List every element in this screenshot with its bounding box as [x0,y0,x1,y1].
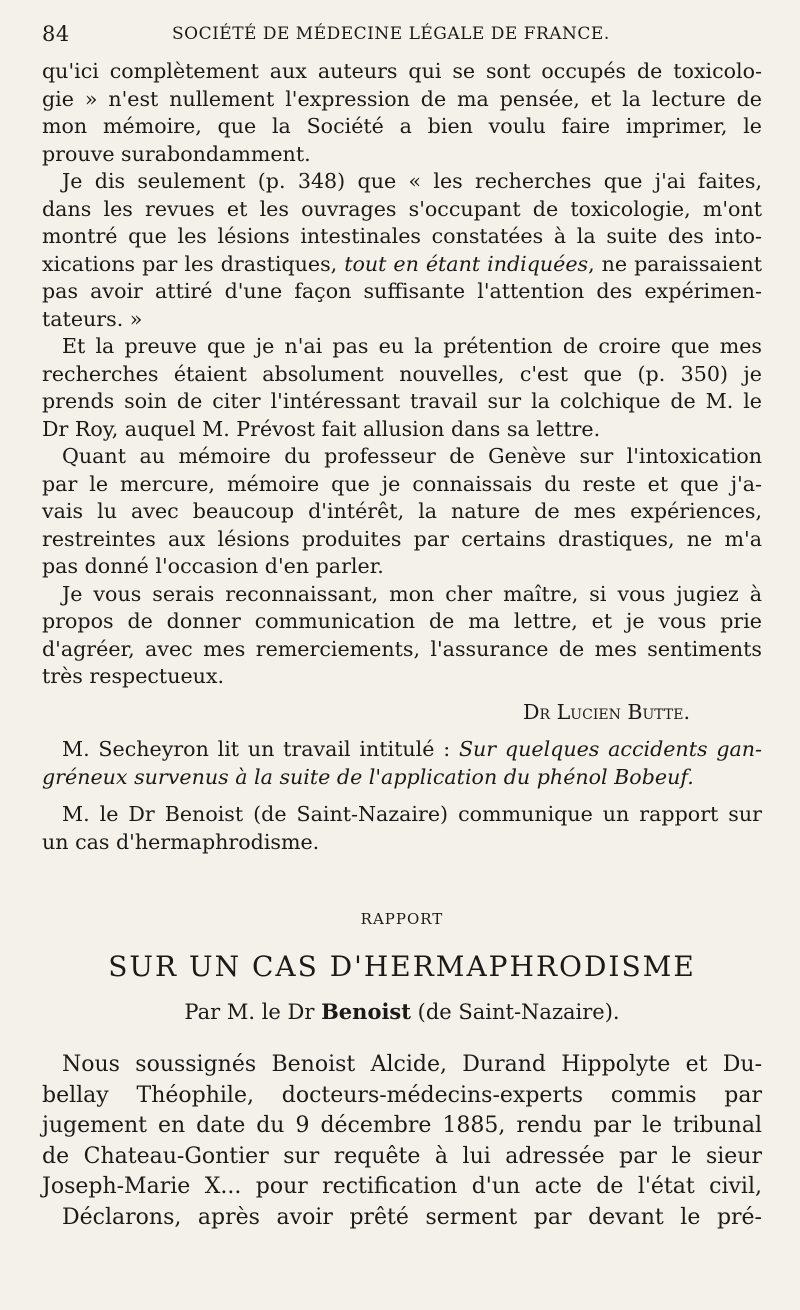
author-name: Benoist [321,999,411,1024]
report-author [42,999,762,1024]
text-line: Déclarons, après avoir prêté serment par devant le pré- [62,1204,762,1230]
running-title: SOCIÉTÉ DE MÉDECINE LÉGALE DE FRANCE. [172,24,610,44]
report-text [42,1050,762,1234]
text-line: pas donné l'occasion d'en parler. [42,554,384,578]
text-line: pas avoir attiré d'une façon suffisante l'attention des expérimen- [42,279,762,303]
text-line: tateurs. » [42,306,143,331]
author-prefix: Par M. le Dr [184,1000,322,1024]
text-line: recherches étaient absolument nouvelles, c'est que (p. 350) je [42,361,762,386]
text-line: restreintes aux lésions produites par certains drastiques, ne m'a [42,526,762,551]
text-line: par le mercure, mémoire que je connaissais du reste et que j'a- [42,471,762,496]
text-line: vais lu avec beaucoup d'intérêt, la nature de mes expériences, [42,499,762,523]
text-line: M. le Dr Benoist (de Saint-Nazaire) communique un rapport sur [62,802,762,826]
italic-title: Sur quelques accidents gan- [458,737,763,761]
text-line: d'agréer, avec mes remerciements, l'assurance de mes sentiments [42,636,762,661]
text-segment: xications par les drastiques, [42,251,345,276]
italic-phrase: tout en étant indiquées [344,251,589,276]
text-line: Et la preuve que je n'ai pas eu la prétention de croire que mes [62,334,762,358]
text-line: Dr Roy, auquel M. Prévost fait allusion dans sa lettre. [42,416,601,441]
letter-text [42,58,762,856]
page-number: 84 [42,22,70,46]
text-line: Je dis seulement (p. 348) que « les recherches que j'ai faites, [62,169,762,193]
text-line: prends soin de citer l'intéressant travail sur la colchique de M. le [42,389,762,413]
text-line: mon mémoire, que la Société a bien voulu faire imprimer, le [42,114,762,138]
text-line: bellay Théophile, docteurs-médecins-experts commis par [42,1082,762,1108]
text-segment: , ne paraissaient [588,251,762,276]
text-line: Je vous serais reconnaissant, mon cher maître, si vous jugiez à [62,581,762,606]
letter-signature: Dr Lucien Butte. [523,699,690,724]
report-label: RAPPORT [360,910,444,928]
text-line: prouve surabondamment. [42,141,311,166]
author-suffix: (de Saint-Nazaire). [410,1000,620,1024]
text-line: propos de donner communication de ma lettre, et je vous prie [42,609,762,633]
text-line: Nous soussignés Benoist Alcide, Durand Hippolyte et Du- [62,1052,762,1077]
text-line: qu'ici complètement aux auteurs qui se sont occupés de toxicolo- [42,59,762,83]
text-line: Joseph-Marie X... pour rectification d'un acte de l'état civil, [42,1174,762,1200]
text-line [42,764,762,792]
text-line: un cas d'hermaphrodisme. [42,829,320,854]
text-line: montré que les lésions intestinales constatées à la suite des into- [42,224,762,248]
text-line [42,251,762,279]
text-line: Quant au mémoire du professeur de Genève sur l'intoxication [62,444,762,468]
report-title: SUR UN CAS D'HERMAPHRODISME [108,950,696,983]
text-line: jugement en date du 9 décembre 1885, rendu par le tribunal [42,1113,762,1139]
text-line: gie » n'est nullement l'expression de ma pensée, et la lecture de [42,86,762,111]
text-line: dans les revues et les ouvrages s'occupant de toxicologie, m'ont [42,196,762,221]
text-line: de Chateau-Gontier sur requête à lui adressée par le sieur [42,1143,762,1169]
text-line: très respectueux. [42,664,225,688]
text-line [42,736,762,764]
text-segment: M. Secheyron lit un travail intitulé : [62,737,459,761]
running-header [42,0,762,58]
italic-title: gréneux survenus à la suite de l'application du phénol Bobeuf. [42,764,694,789]
